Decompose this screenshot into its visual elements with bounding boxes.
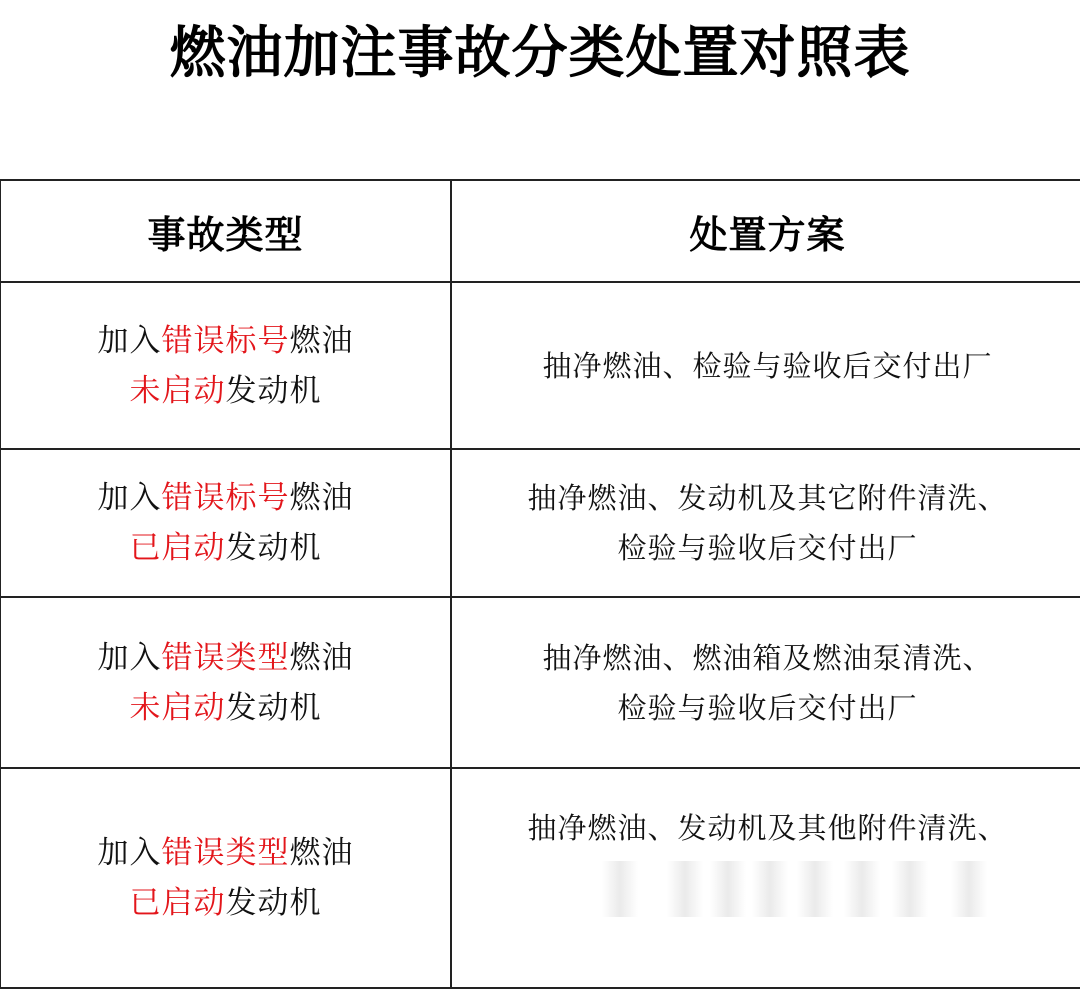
table-row [0,449,1080,597]
type-line [1,366,450,416]
type-highlight: 错误类型 [161,639,290,676]
disposal-plan-cell [451,282,1080,449]
blur-column [892,861,928,917]
blur-column [710,861,746,917]
type-text: 燃油 [289,835,354,871]
type-highlight: 错误标号 [161,322,290,359]
blur-dash [951,861,987,917]
type-text: 加入 [97,639,162,676]
header-disposal-plan: 处置方案 [451,180,1080,282]
type-line [1,828,450,878]
accident-type-cell [0,282,451,449]
type-text: 发动机 [225,885,322,921]
blur-column [797,861,833,917]
blurred-text-area [452,861,1080,921]
type-line [1,683,450,733]
table-row [0,597,1080,768]
plan-line: 检验与验收后交付出厂 [617,531,918,565]
blur-column [602,861,638,917]
type-line [1,633,450,683]
blur-column [752,861,788,917]
plan-line: 抽净燃油、燃油箱及燃油泵清洗、 [542,640,993,675]
accident-type-cell [0,597,451,768]
page-title: 燃油加注事故分类处置对照表 [169,21,911,86]
type-highlight: 已启动 [129,530,226,566]
type-line [1,316,450,366]
type-line [1,473,450,523]
type-text: 加入 [97,322,162,359]
type-line [1,878,450,928]
type-text: 发动机 [225,530,322,566]
table-row [0,282,1080,449]
type-highlight: 未启动 [129,372,226,409]
type-text: 加入 [97,480,162,516]
table-row [0,768,1080,988]
blur-column [844,861,880,917]
plan-line: 抽净燃油、检验与验收后交付出厂 [542,348,993,383]
type-highlight: 错误标号 [161,480,290,516]
type-highlight: 未启动 [129,689,226,726]
plan-line: 检验与验收后交付出厂 [617,690,918,725]
accident-type-cell [0,449,451,597]
plan-line: 抽净燃油、发动机及其它附件清洗、 [527,481,1008,515]
type-highlight: 错误类型 [161,835,290,871]
header-accident-type: 事故类型 [0,180,451,282]
accident-type-cell [0,768,451,988]
table-header-row [0,180,1080,282]
type-line [1,523,450,573]
disposal-plan-cell [451,768,1080,988]
type-text: 发动机 [225,689,322,726]
disposal-plan-cell [451,597,1080,768]
type-text: 燃油 [289,480,354,516]
disposal-plan-cell [451,449,1080,597]
type-text: 发动机 [225,372,322,409]
type-text: 燃油 [289,639,354,676]
disposal-table [0,179,1080,989]
type-highlight: 已启动 [129,885,226,921]
type-text: 加入 [97,835,162,871]
plan-line: 抽净燃油、发动机及其他附件清洗、 [527,811,1008,845]
blur-column [667,861,703,917]
type-text: 燃油 [289,322,354,359]
